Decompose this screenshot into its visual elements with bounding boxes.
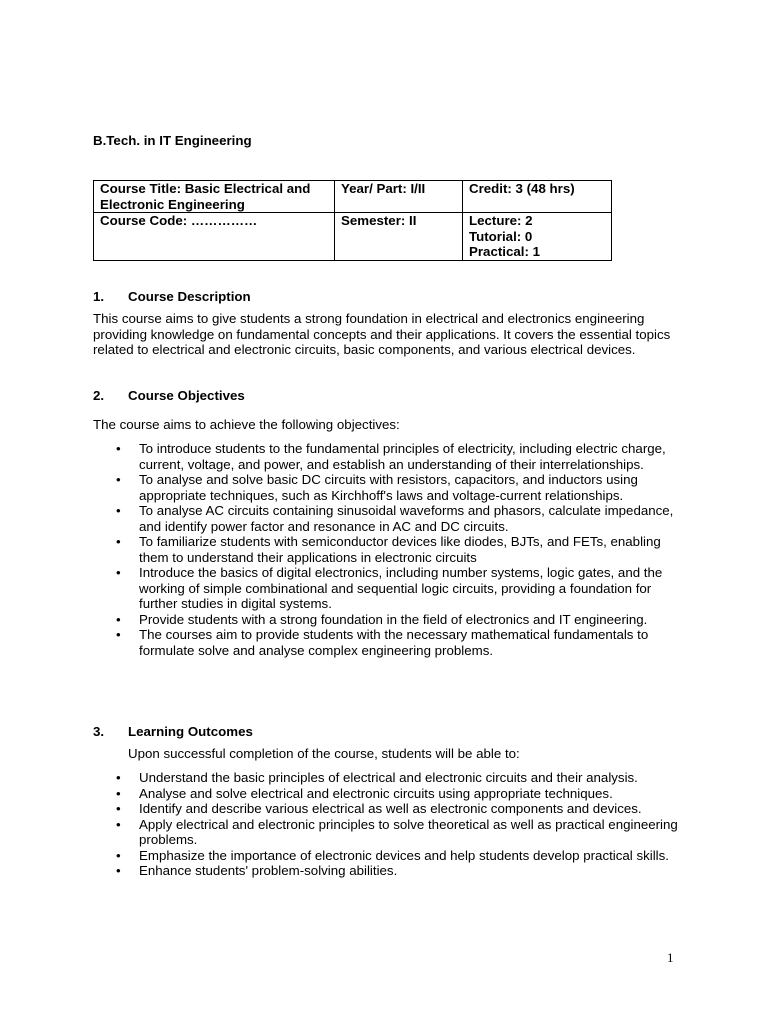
semester-text: Semester: II (341, 213, 417, 228)
bullet-icon: • (116, 441, 121, 456)
credit-cell (463, 181, 612, 213)
section-heading-description (93, 289, 251, 305)
bullet-icon: • (116, 534, 121, 549)
list-item-text: Understand the basic principles of electrical and electronic circuits and their analysis. (139, 770, 638, 785)
bullet-icon: • (116, 472, 121, 487)
list-item (93, 848, 683, 864)
section-heading-outcomes (93, 724, 253, 740)
bullet-icon: • (116, 611, 121, 627)
section-number: 1. (93, 289, 105, 304)
course-title-line1: Course Title: Basic Electrical and (100, 181, 311, 196)
list-item (93, 534, 683, 565)
year-part-text: Year/ Part: I/II (341, 181, 426, 196)
course-code-cell (94, 213, 335, 261)
list-item-text: To familiarize students with semiconductor devices like diodes, BJTs, and FETs, enabling them to understand their applications in electronic circuits (139, 534, 661, 565)
list-item (93, 863, 683, 879)
list-item (93, 627, 683, 658)
bullet-icon: • (116, 627, 121, 642)
course-title-line2: Electronic Engineering (100, 196, 245, 212)
list-item (93, 503, 683, 534)
page-title: B.Tech. in IT Engineering (93, 133, 252, 148)
objectives-intro: The course aims to achieve the following objectives: (93, 417, 400, 432)
page-number: 1 (667, 950, 674, 965)
bullet-icon: • (116, 770, 121, 785)
lecture-text: Lecture: 2 (469, 213, 533, 228)
list-item-text: To introduce students to the fundamental principles of electricity, including electric charge, current, voltage, and power, and establish an understanding of their interrelationships. (139, 441, 666, 472)
list-item (93, 817, 683, 848)
outcomes-intro: Upon successful completion of the course, students will be able to: (128, 746, 520, 761)
practical-text: Practical: 1 (469, 244, 540, 259)
outcomes-list (93, 770, 683, 879)
tutorial-text: Tutorial: 0 (469, 228, 533, 244)
bullet-icon: • (116, 801, 121, 816)
course-description-text: This course aims to give students a strong foundation in electrical and electronics engineering providing knowledge on fundamental concepts and their applications. It covers the essential topics related to electrical and electronic circuits, basic components, and various electrical devices. (93, 311, 671, 357)
section-title: Learning Outcomes (128, 724, 253, 739)
bullet-icon: • (116, 785, 121, 801)
list-item-text: Introduce the basics of digital electronics, including number systems, logic gates, and the working of simple combinational and sequential logic circuits, providing a foundation for further studies in digital systems. (139, 565, 663, 611)
hours-cell (463, 213, 612, 261)
list-item-text: Emphasize the importance of electronic devices and help students develop practical skills. (139, 847, 669, 863)
section-number: 3. (93, 724, 105, 739)
bullet-icon: • (116, 565, 121, 580)
list-item-text: To analyse AC circuits containing sinusoidal waveforms and phasors, calculate impedance, and identify power factor and resonance in AC and DC circuits. (139, 503, 674, 534)
list-item-text: To analyse and solve basic DC circuits with resistors, capacitors, and inductors using appropriate techniques, such as Kirchhoff's laws and voltage-current relationships. (139, 472, 638, 503)
semester-cell (335, 213, 463, 261)
section-title: Course Description (128, 289, 251, 304)
list-item (93, 612, 683, 628)
list-item (93, 801, 683, 817)
section-title: Course Objectives (128, 388, 245, 403)
list-item (93, 786, 683, 802)
list-item-text: Apply electrical and electronic principles to solve theoretical as well as practical engineering problems. (139, 816, 678, 847)
credit-text: Credit: 3 (48 hrs) (469, 181, 575, 196)
bullet-icon: • (116, 847, 121, 863)
list-item (93, 770, 683, 786)
course-info-table (93, 180, 612, 261)
list-item (93, 565, 683, 612)
list-item-text: Provide students with a strong foundation in the field of electronics and IT engineering. (139, 611, 648, 627)
bullet-icon: • (116, 816, 121, 832)
bullet-icon: • (116, 503, 121, 518)
table-row (94, 181, 612, 213)
course-title-cell (94, 181, 335, 213)
list-item (93, 472, 683, 503)
table-row (94, 213, 612, 261)
objectives-list (93, 441, 683, 658)
course-code-text: Course Code: …………… (100, 213, 258, 228)
list-item-text: Identify and describe various electrical as well as electronic components and devices. (139, 801, 642, 816)
year-part-cell (335, 181, 463, 213)
list-item-text: Enhance students' problem-solving abilities. (139, 863, 398, 878)
list-item (93, 441, 683, 472)
list-item-text: Analyse and solve electrical and electronic circuits using appropriate techniques. (139, 785, 613, 801)
section-number: 2. (93, 388, 105, 403)
list-item-text: The courses aim to provide students with the necessary mathematical fundamentals to formulate solve and analyse complex engineering problems. (139, 627, 649, 658)
section-heading-objectives (93, 388, 245, 404)
bullet-icon: • (116, 863, 121, 878)
